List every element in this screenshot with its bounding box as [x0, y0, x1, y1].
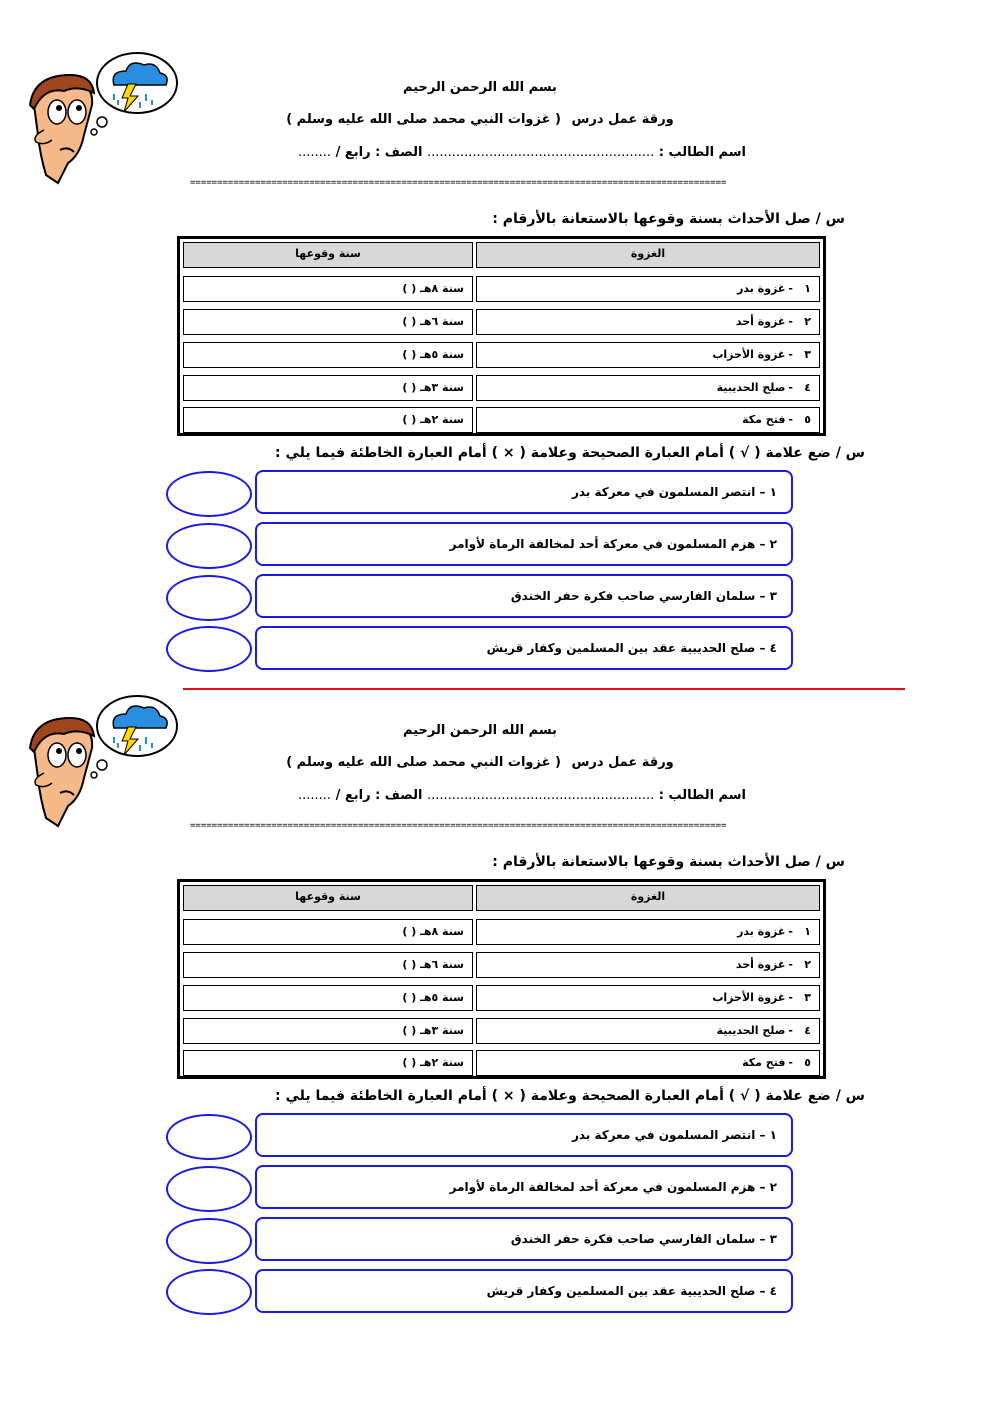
- battle-number: ٥: [804, 1056, 811, 1069]
- battle-number: ٥: [804, 413, 811, 426]
- col-header-year: سنة وقوعها: [183, 885, 473, 911]
- battle-name: غزوة أحد: [735, 315, 786, 328]
- statement-box: ٣ – سلمان الفارسي صاحب فكرة حفر الخندق: [255, 1217, 793, 1261]
- battle-number: ٤: [804, 1024, 811, 1037]
- year-value: سنة ٨هـ: [420, 925, 464, 938]
- matching-table: [177, 236, 826, 436]
- answer-blank[interactable]: ( ): [402, 958, 417, 971]
- answer-blank[interactable]: ( ): [402, 1056, 417, 1069]
- col-header-battle: الغزوة: [476, 242, 820, 268]
- answer-blank[interactable]: ( ): [402, 282, 417, 295]
- title-lesson: ( غزوات النبي محمد صلى الله عليه وسلم ): [286, 112, 561, 127]
- statement-box: ٤ – صلح الحديبية عقد بين المسلمين وكفار قريش: [255, 1269, 793, 1313]
- table-row: ٤-صلح الحديبية سنة ٣هـ ( ): [183, 375, 820, 401]
- table-header-row: [183, 242, 820, 268]
- answer-blank[interactable]: ( ): [402, 348, 417, 361]
- year-value: سنة ٥هـ: [420, 991, 464, 1004]
- answer-oval[interactable]: [166, 523, 252, 569]
- battle-name: غزوة بدر: [737, 282, 786, 295]
- table-row: ٢-غزوة أحد سنة ٦هـ ( ): [183, 309, 820, 335]
- answer-oval[interactable]: [166, 626, 252, 672]
- table-row: ٣-غزوة الأحزاب سنة ٥هـ ( ): [183, 342, 820, 368]
- answer-oval[interactable]: [166, 1269, 252, 1315]
- table-row: ١-غزوة بدر سنة ٨هـ ( ): [183, 276, 820, 302]
- class-blank[interactable]: ........: [297, 788, 332, 803]
- separator-line: ===================================================================================================: [190, 821, 727, 831]
- statement-box: ١ – انتصر المسلمون في معركة بدر: [255, 470, 793, 514]
- student-name-label: اسم الطالب :: [658, 788, 746, 803]
- answer-oval[interactable]: [166, 1218, 252, 1264]
- question-2-heading: س / ضع علامة ( √ ) أمام العبارة الصحيحة وعلامة ( × ) أمام العبارة الخاطئة فيما يلي :: [275, 1088, 865, 1104]
- battle-number: ١: [804, 282, 811, 295]
- battle-number: ١: [804, 925, 811, 938]
- basmala: بسم الله الرحمن الرحيم: [403, 80, 557, 95]
- class-blank[interactable]: ........: [297, 145, 332, 160]
- answer-blank[interactable]: ( ): [402, 315, 417, 328]
- year-value: سنة ٣هـ: [420, 1024, 464, 1037]
- answer-oval[interactable]: [166, 1114, 252, 1160]
- answer-blank[interactable]: ( ): [402, 1024, 417, 1037]
- table-row: ٢-غزوة أحد سنة ٦هـ ( ): [183, 952, 820, 978]
- worksheet-title: [180, 112, 780, 127]
- student-name-blank[interactable]: .......................................................: [426, 145, 655, 160]
- student-name-label: اسم الطالب :: [658, 145, 746, 160]
- class-label: الصف : رابع /: [335, 788, 423, 803]
- battle-name: فتح مكة: [742, 413, 786, 426]
- battle-number: ٣: [804, 348, 811, 361]
- statement-box: ٢ – هزم المسلمون في معركة أحد لمخالفة الرماة لأوامر: [255, 522, 793, 566]
- answer-oval[interactable]: [166, 1166, 252, 1212]
- statement-box: ٣ – سلمان الفارسي صاحب فكرة حفر الخندق: [255, 574, 793, 618]
- title-intro: ورقة عمل درس: [571, 112, 674, 127]
- year-value: سنة ٣هـ: [420, 381, 464, 394]
- col-header-battle: الغزوة: [476, 885, 820, 911]
- answer-oval[interactable]: [166, 471, 252, 517]
- table-row: ٥-فتح مكة سنة ٢هـ ( ): [183, 1050, 820, 1076]
- thinking-boy-storm-cloud-icon: [22, 693, 192, 843]
- worksheet-title: [180, 755, 780, 770]
- battle-name: غزوة أحد: [735, 958, 786, 971]
- table-header-row: [183, 885, 820, 911]
- student-info-line: [298, 788, 746, 803]
- worksheet-copy-1: [0, 45, 992, 685]
- worksheet-copy-2: [0, 688, 992, 1328]
- question-1-heading: س / صل الأحداث بسنة وقوعها بالاستعانة بالأرقام :: [492, 854, 845, 870]
- question-1-heading: س / صل الأحداث بسنة وقوعها بالاستعانة بالأرقام :: [492, 211, 845, 227]
- year-value: سنة ٦هـ: [420, 315, 464, 328]
- answer-blank[interactable]: ( ): [402, 381, 417, 394]
- basmala: بسم الله الرحمن الرحيم: [403, 723, 557, 738]
- student-name-blank[interactable]: .......................................................: [426, 788, 655, 803]
- battle-name: صلح الحديبية: [716, 1024, 786, 1037]
- table-row: ٥-فتح مكة سنة ٢هـ ( ): [183, 407, 820, 433]
- battle-name: صلح الحديبية: [716, 381, 786, 394]
- matching-table: [177, 879, 826, 1079]
- year-value: سنة ٢هـ: [420, 1056, 464, 1069]
- year-value: سنة ٨هـ: [420, 282, 464, 295]
- battle-name: غزوة الأحزاب: [712, 991, 786, 1004]
- statement-box: ٢ – هزم المسلمون في معركة أحد لمخالفة الرماة لأوامر: [255, 1165, 793, 1209]
- class-label: الصف : رابع /: [335, 145, 423, 160]
- battle-number: ٣: [804, 991, 811, 1004]
- table-row: ٤-صلح الحديبية سنة ٣هـ ( ): [183, 1018, 820, 1044]
- battle-name: فتح مكة: [742, 1056, 786, 1069]
- title-intro: ورقة عمل درس: [571, 755, 674, 770]
- battle-name: غزوة الأحزاب: [712, 348, 786, 361]
- col-header-year: سنة وقوعها: [183, 242, 473, 268]
- table-row: ١-غزوة بدر سنة ٨هـ ( ): [183, 919, 820, 945]
- table-row: ٣-غزوة الأحزاب سنة ٥هـ ( ): [183, 985, 820, 1011]
- year-value: سنة ٦هـ: [420, 958, 464, 971]
- statement-box: ٤ – صلح الحديبية عقد بين المسلمين وكفار قريش: [255, 626, 793, 670]
- title-lesson: ( غزوات النبي محمد صلى الله عليه وسلم ): [286, 755, 561, 770]
- battle-number: ٢: [804, 315, 811, 328]
- thinking-boy-storm-cloud-icon: [22, 50, 192, 200]
- statement-box: ١ – انتصر المسلمون في معركة بدر: [255, 1113, 793, 1157]
- battle-number: ٤: [804, 381, 811, 394]
- year-value: سنة ٥هـ: [420, 348, 464, 361]
- answer-blank[interactable]: ( ): [402, 925, 417, 938]
- answer-blank[interactable]: ( ): [402, 991, 417, 1004]
- battle-name: غزوة بدر: [737, 925, 786, 938]
- year-value: سنة ٢هـ: [420, 413, 464, 426]
- battle-number: ٢: [804, 958, 811, 971]
- answer-oval[interactable]: [166, 575, 252, 621]
- answer-blank[interactable]: ( ): [402, 413, 417, 426]
- student-info-line: [298, 145, 746, 160]
- question-2-heading: س / ضع علامة ( √ ) أمام العبارة الصحيحة وعلامة ( × ) أمام العبارة الخاطئة فيما يلي :: [275, 445, 865, 461]
- separator-line: ===================================================================================================: [190, 178, 727, 188]
